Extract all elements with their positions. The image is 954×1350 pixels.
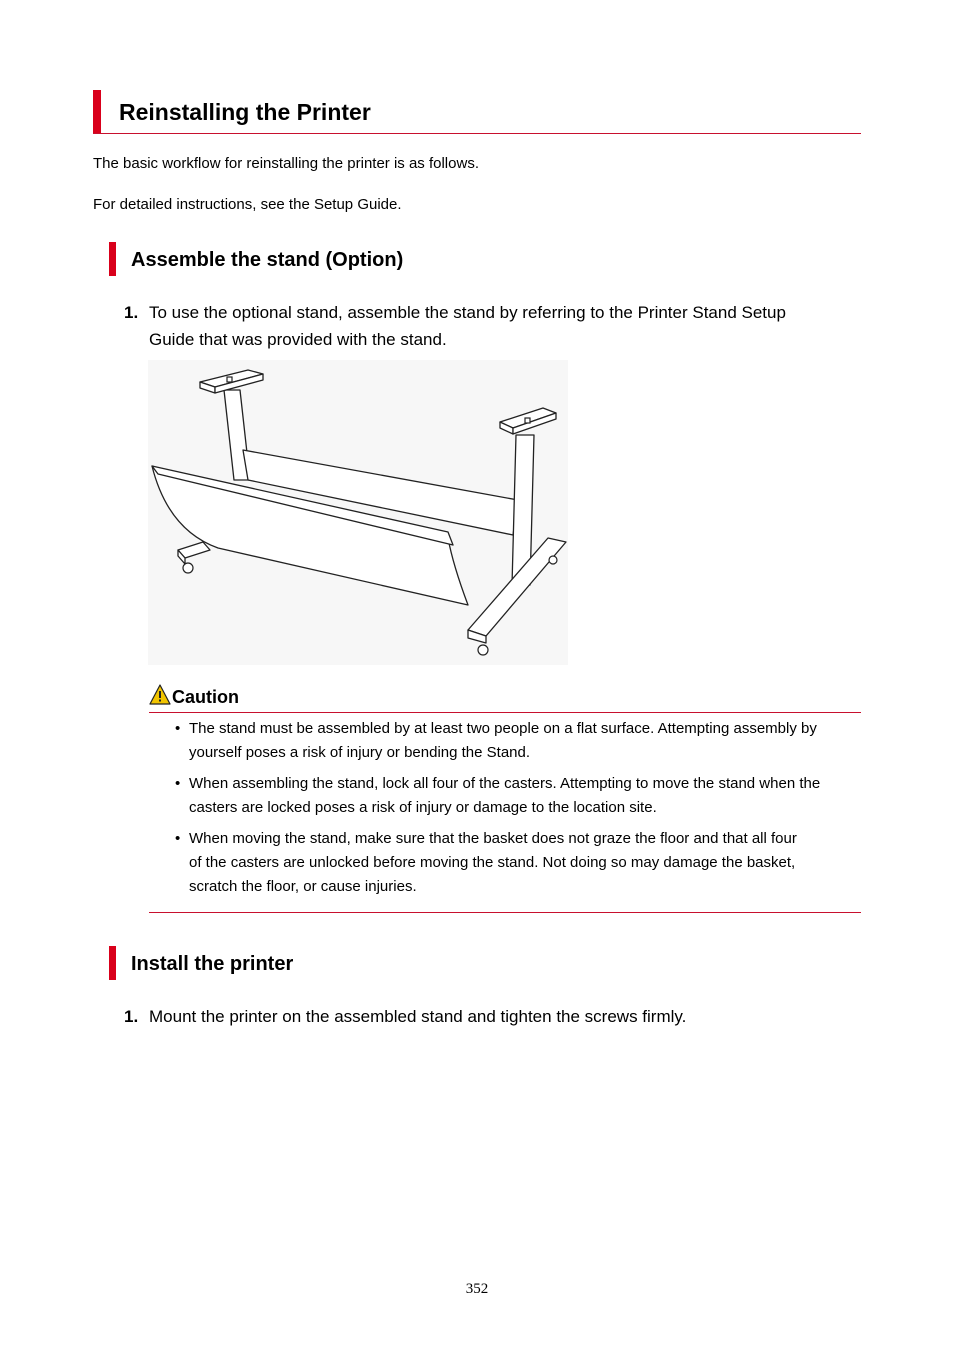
step-text: Mount the printer on the assembled stand and tighten the screws firmly. [149, 1007, 687, 1026]
step-text [149, 299, 786, 353]
caution-item-line: casters are locked poses a risk of injury or damage to the location site. [189, 799, 657, 816]
caution-item-line: yourself poses a risk of injury or bending the Stand. [189, 744, 531, 761]
caution-divider [149, 912, 861, 913]
step-text-line-1: To use the optional stand, assemble the stand by referring to the Printer Stand Setup [149, 303, 786, 322]
page-title: Reinstalling the Printer [119, 99, 371, 125]
caution-item-line: The stand must be assembled by at least two people on a flat surface. Attempting assembly by [189, 720, 817, 737]
caution-item-line: When moving the stand, make sure that the basket does not graze the floor and that all four [189, 830, 797, 847]
bullet: • [175, 830, 181, 847]
intro-line-1: The basic workflow for reinstalling the printer is as follows. [93, 155, 479, 172]
section-accent-bar [109, 946, 116, 980]
caution-item [175, 772, 865, 820]
step-install [124, 1003, 844, 1033]
step-text-line-2: Guide that was provided with the stand. [149, 330, 447, 349]
caution-item [175, 717, 865, 765]
step-number: 1. [124, 303, 139, 322]
caution-title: Caution [172, 687, 239, 707]
caution-item-line: of the casters are unlocked before moving the stand. Not doing so may damage the basket, [189, 854, 796, 871]
section-heading-install [109, 946, 509, 980]
step-stand [124, 299, 844, 359]
caution-header [149, 684, 861, 713]
page-title-block [93, 90, 861, 134]
intro-line-2: For detailed instructions, see the Setup Guide. [93, 196, 402, 213]
bullet: • [175, 775, 181, 792]
section-accent-bar [109, 242, 116, 276]
warning-icon [149, 684, 171, 706]
section-heading-stand [109, 242, 509, 276]
step-number: 1. [124, 1007, 139, 1026]
stand-illustration [148, 360, 568, 665]
bullet: • [175, 720, 181, 737]
title-accent-bar [93, 90, 101, 133]
caution-item-line: When assembling the stand, lock all four of the casters. Attempting to move the stand when the [189, 775, 821, 792]
page-number: 352 [465, 1281, 489, 1297]
section-title-install: Install the printer [131, 953, 294, 975]
caution-item-line: scratch the floor, or cause injuries. [189, 878, 417, 895]
caution-item [175, 827, 865, 899]
section-title-stand: Assemble the stand (Option) [131, 249, 404, 271]
